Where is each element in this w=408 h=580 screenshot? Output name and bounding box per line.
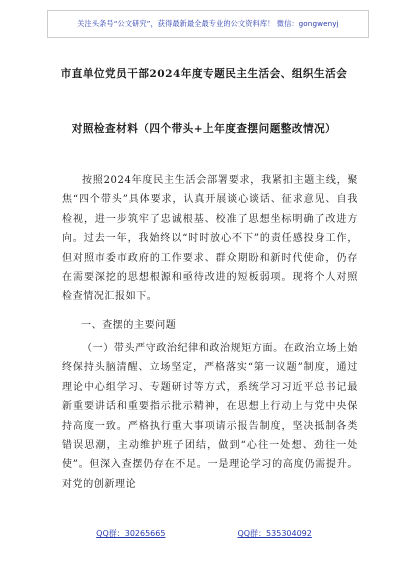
section1-body [62, 339, 358, 494]
intro-paragraph: 按照2024年度民主生活会部署要求，我紧扣主题主线，聚焦“四个带头”具体要求，认真开展谈心谈话、征求意见、自我检视，进一步筑牢了忠诚根基、校准了思想坐标明确了改进方向。过去一年，我始终以“时时放心不下”的责任感投身工作，但对照市委市政府的工作要求、群众期盼和新时代使命，仍存在需要深挖的思想根源和亟待改进的短板弱项。现将个人对照检查情况汇报如下。 [62, 175, 358, 303]
section1-heading: 一、查摆的主要问题 [81, 320, 177, 331]
header-banner [47, 10, 369, 38]
footer-qq-group-1[interactable]: QQ群：30265665 [96, 529, 166, 538]
footer-qq-group-2[interactable]: QQ群：535304092 [237, 529, 312, 538]
footer [0, 528, 408, 550]
section1-paragraph: （一）带头严守政治纪律和政治规矩方面。在政治立场上始终保持头脑清醒、立场坚定，严格落实“第一议题”制度，通过理论中心组学习、专题研讨等方式，系统学习习近平总书记最新重要讲话和重要指示批示精神，在思想上行动上与党中央保持高度一致。严格执行重大事项请示报告制度，坚决抵制各类错误思潮，主动维护班子团结，做到“心往一处想、劲往一处使”。但深入查摆仍存在不足。一是理论学习的高度仍需提升。对党的创新理论 [62, 343, 358, 490]
header-note: 关注头条号“公文研究”，获得最新最全最专业的公文资料库！ 微信：gongwenyj [77, 19, 339, 28]
document-title-line1: 市直单位党员干部2024年度专题民主生活会、组织生活会 [60, 68, 348, 80]
intro-section [62, 171, 358, 307]
document-title-line2: 对照检查材料（四个带头+上年度查摆问题整改情况） [71, 123, 337, 135]
